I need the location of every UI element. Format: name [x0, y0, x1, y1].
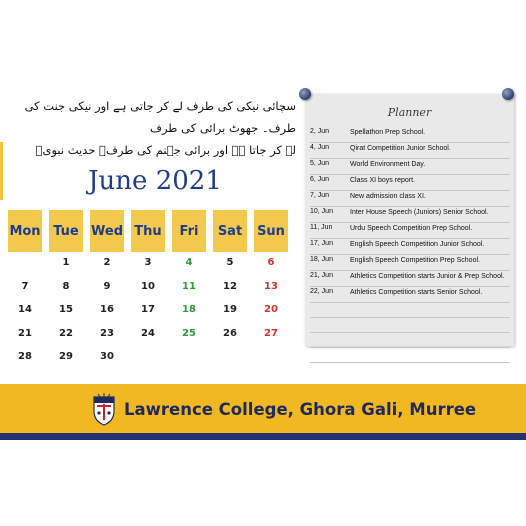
- calendar-week-row: [8, 323, 296, 345]
- planner-entry-event: Spellathon Prep School.: [350, 129, 426, 136]
- planner-title: Planner: [387, 106, 432, 119]
- planner-entry: [310, 271, 510, 287]
- planner-entry: [310, 175, 510, 191]
- planner-entry: [310, 255, 510, 271]
- calendar-day: 3: [144, 257, 152, 268]
- calendar-day: [254, 346, 288, 368]
- planner-list: [310, 127, 510, 363]
- planner-entry-date: 10, Jun: [310, 208, 333, 215]
- calendar-week-row: [8, 299, 296, 321]
- weekday-header-sun: Sun: [254, 210, 288, 252]
- calendar-day: 13: [264, 280, 278, 292]
- calendar-day: 25: [182, 327, 196, 339]
- calendar-week-row: [8, 346, 296, 368]
- calendar-day: 16: [100, 304, 114, 315]
- calendar-day: 22: [59, 327, 73, 339]
- planner-entry: [310, 191, 510, 207]
- planner-blank-line: [310, 303, 510, 318]
- calendar-day: 14: [18, 304, 32, 315]
- calendar-day: 8: [62, 280, 70, 292]
- planner-entry-event: Athletics Competition starts Junior & Prep School.: [350, 273, 505, 280]
- calendar-day: 11: [182, 280, 196, 292]
- planner-blank-line: [310, 318, 510, 333]
- calendar-day: 4: [185, 257, 193, 268]
- calendar-day: 7: [21, 280, 29, 292]
- pushpin-icon: [299, 88, 311, 100]
- calendar-day: [172, 346, 206, 368]
- planner-entry-event: English Speech Competition Prep School.: [350, 257, 480, 264]
- planner-entry-date: 11, Jun: [310, 224, 333, 231]
- calendar-day: 21: [18, 327, 32, 339]
- planner-entry-event: World Environment Day.: [350, 161, 426, 168]
- weekday-header-fri: Fri: [172, 210, 206, 252]
- hadith-quote-line-1: سچائی نیکی کی طرف لے کر جاتی ہے اور نیکی جنت کی طرف۔ جھوٹ برائی کی طرف: [24, 99, 296, 135]
- calendar-day: 28: [18, 351, 32, 362]
- calendar-day: 19: [223, 304, 237, 315]
- calendar-day: 5: [226, 257, 234, 268]
- pushpin-icon: [502, 88, 514, 100]
- calendar-day: 18: [182, 304, 196, 315]
- weekday-header-thu: Thu: [131, 210, 165, 252]
- planner-entry-date: 22, Jun: [310, 288, 333, 295]
- planner-entry-event: New admission class XI.: [350, 193, 426, 200]
- planner-entry: [310, 239, 510, 255]
- calendar-day: 30: [100, 351, 114, 362]
- calendar-day: 23: [100, 327, 114, 339]
- planner-entry-event: Urdu Speech Competition Prep School.: [350, 225, 473, 232]
- calendar-day: 27: [264, 327, 278, 339]
- calendar-day: [8, 252, 42, 274]
- planner-blank-line: [310, 348, 510, 363]
- planner-entry-date: 21, Jun: [310, 272, 333, 279]
- calendar-day: 24: [141, 327, 155, 339]
- calendar-day: [213, 346, 247, 368]
- planner-entry-date: 18, Jun: [310, 256, 333, 263]
- weekday-header-sat: Sat: [213, 210, 247, 252]
- calendar-day: 26: [223, 327, 237, 339]
- planner-entry: [310, 127, 510, 143]
- planner-entry: [310, 159, 510, 175]
- planner-entry-date: 5, Jun: [310, 160, 330, 167]
- weekday-header-row: [8, 210, 296, 252]
- weekday-header-mon: Mon: [8, 210, 42, 252]
- calendar-day: [131, 346, 165, 368]
- calendar-grid: [8, 210, 296, 368]
- calendar-month-title: June 2021: [88, 166, 222, 196]
- planner-entry-date: 6, Jun: [310, 176, 330, 183]
- calendar-day: 1: [62, 257, 70, 268]
- calendar-day: 6: [267, 257, 275, 268]
- footer-stripe: [0, 433, 526, 440]
- calendar-day: 20: [264, 304, 278, 315]
- calendar-day: 9: [103, 280, 111, 292]
- calendar-days: [8, 252, 296, 368]
- planner-entry-event: Athletics Competition starts Senior School.: [350, 289, 483, 296]
- planner-entry: [310, 143, 510, 159]
- planner-entry-event: Qirat Competition Junior School.: [350, 145, 451, 152]
- planner-entry-date: 4, Jun: [310, 144, 330, 151]
- calendar-day: 15: [59, 304, 73, 315]
- calendar-day: 10: [141, 280, 155, 292]
- calendar-day: 29: [59, 351, 73, 362]
- planner-entry: [310, 223, 510, 239]
- planner-entry-date: 2, Jun: [310, 128, 330, 135]
- planner-card: [305, 94, 514, 346]
- calendar-week-row: [8, 276, 296, 298]
- planner-entry-event: English Speech Competition Junior School.: [350, 241, 485, 248]
- planner-entry: [310, 207, 510, 223]
- weekday-header-wed: Wed: [90, 210, 124, 252]
- planner-entry-event: Inter House Speech (Juniors) Senior School.: [350, 209, 489, 216]
- college-name: Lawrence College, Ghora Gali, Murree: [124, 400, 477, 419]
- weekday-header-tue: Tue: [49, 210, 83, 252]
- calendar-day: 17: [141, 304, 155, 315]
- planner-entry-date: 7, Jun: [310, 192, 330, 199]
- college-crest-icon: [92, 393, 116, 426]
- calendar-day: 12: [223, 280, 237, 292]
- hadith-quote-line-2: لے کر جاتا ہے اور برائی جہنم کی طرف۔ حدیث نبویؐ: [35, 143, 296, 157]
- calendar-day: 2: [103, 257, 111, 268]
- calendar-week-row: [8, 252, 296, 274]
- planner-blank-line: [310, 333, 510, 348]
- planner-entry-date: 17, Jun: [310, 240, 333, 247]
- planner-entry: [310, 287, 510, 303]
- hadith-quote: [6, 95, 296, 161]
- planner-entry-event: Class XI boys report.: [350, 177, 415, 184]
